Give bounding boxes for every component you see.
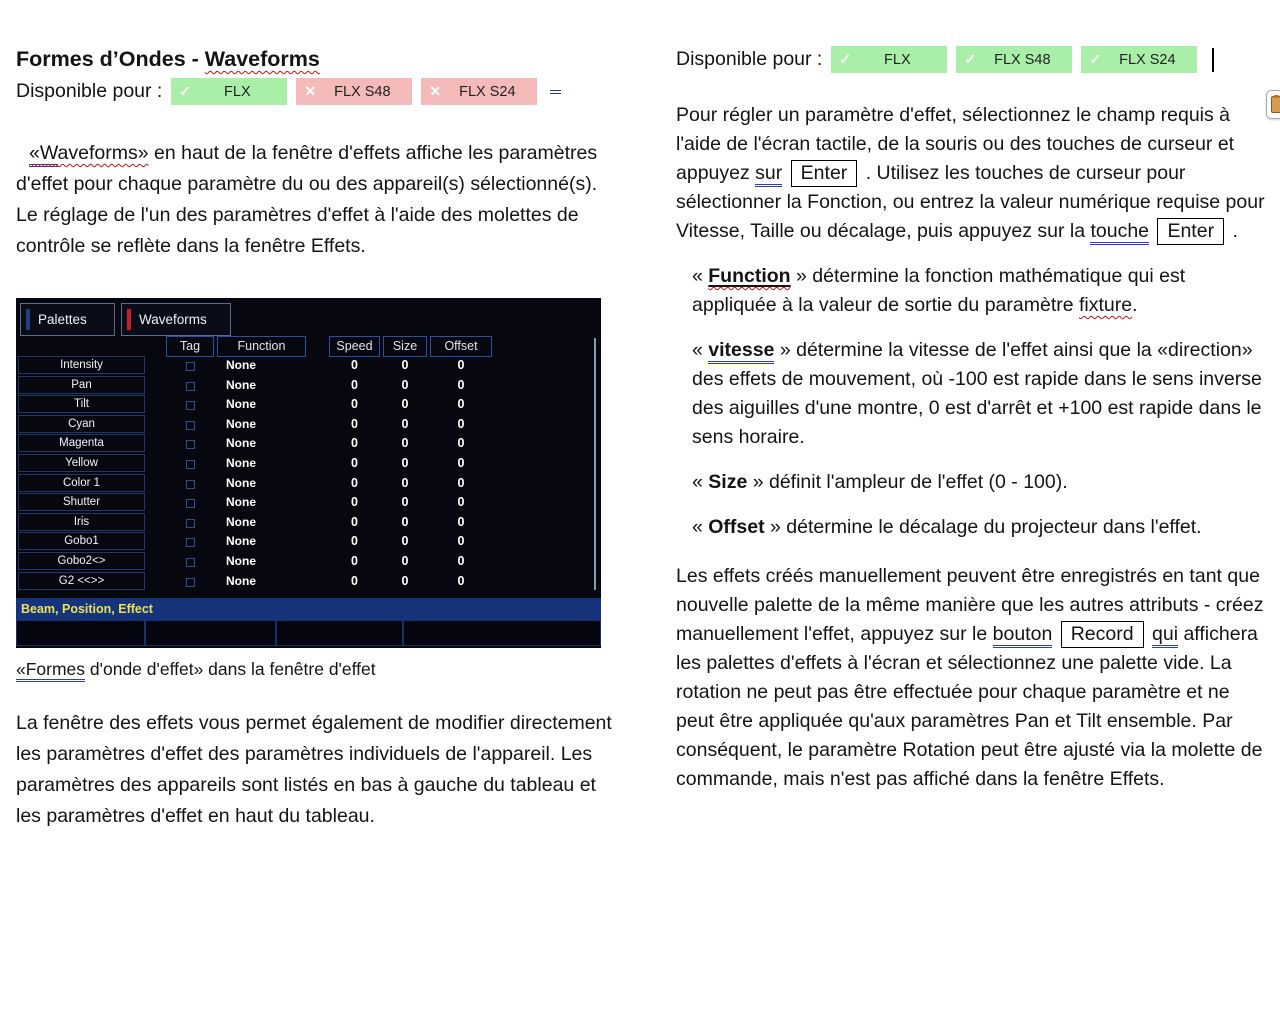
- offset-cell: 0: [457, 495, 465, 510]
- guillemet: «: [692, 471, 709, 493]
- check-icon: ✓: [1089, 51, 1102, 67]
- tag-checkbox: [186, 480, 195, 489]
- paragraph-text: affichera les palettes d'effets à l'écran et sélectionnez une palette vide. La rotation ne peut pas être effectuée pour chaque paramètre et ne peut être appliquée qu'aux paramètres Pan et Tilt ensemble. Par conséquent, le paramètre Rotation peut être ajusté via la molette de commande, mais n'est pas affiché dans la fenêtre Effets.: [676, 623, 1263, 790]
- function-cell: None: [226, 534, 256, 549]
- function-term-text[interactable]: Function: [708, 265, 791, 287]
- tag-checkbox: [186, 578, 195, 587]
- parameter-cell: Cyan: [18, 415, 145, 433]
- record-key: Record: [1061, 621, 1144, 648]
- effects-window-screenshot: [16, 298, 601, 648]
- left-paragraph-2: La fenêtre des effets vous permet également de modifier directement les paramètres d'effet des paramètres individuels de l'appareil. Les paramètres des appareils sont listés en bas à gauche du tableau et les paramètres d'effet en haut du tableau.: [16, 712, 612, 827]
- check-icon: ✓: [179, 83, 192, 99]
- tag-checkbox: [186, 382, 195, 391]
- right-paragraph-1: [676, 101, 1268, 246]
- availability-row-right: [676, 46, 1268, 73]
- function-cell: None: [226, 397, 256, 412]
- function-cell: None: [226, 554, 256, 568]
- size-cell: 0: [401, 397, 409, 412]
- table-row: [16, 493, 601, 513]
- speed-cell: 0: [351, 534, 358, 549]
- offset-cell: 0: [457, 514, 465, 529]
- fixture-term: fixture: [1079, 294, 1133, 316]
- tag-checkbox: [186, 421, 195, 430]
- screenshot-caption: [16, 658, 614, 680]
- function-cell: None: [226, 475, 256, 490]
- bottom-cell: [145, 620, 276, 646]
- guillemet: »: [747, 471, 769, 493]
- function-cell: None: [226, 436, 256, 451]
- speed-cell: 0: [351, 475, 358, 490]
- article-left-column: [16, 46, 614, 832]
- offset-cell: 0: [457, 534, 465, 549]
- anchor-mark-icon: [550, 89, 561, 94]
- qui-link[interactable]: qui: [1152, 623, 1178, 648]
- page-title-text: Formes d’Ondes -: [16, 47, 205, 71]
- speed-cell: 0: [351, 573, 358, 588]
- guillemet: «: [692, 265, 709, 287]
- column-header-tag: Tag: [166, 336, 214, 357]
- column-header-size: Size: [383, 336, 427, 357]
- speed-cell: 0: [351, 358, 358, 372]
- tab-palettes: [20, 303, 115, 336]
- size-cell: 0: [401, 416, 409, 431]
- guillemet: »: [790, 265, 813, 287]
- clipboard-clip: [1274, 95, 1279, 98]
- size-cell: 0: [401, 377, 409, 392]
- availability-row-left: [16, 78, 614, 105]
- tag-checkbox: [186, 558, 195, 567]
- function-cell: None: [226, 416, 256, 431]
- badge-label: FLX: [884, 51, 911, 68]
- right-paragraph-2: [676, 562, 1268, 794]
- parameter-cell: Magenta: [18, 434, 145, 452]
- tag-checkbox: [186, 538, 195, 547]
- speed-cell: 0: [351, 377, 358, 392]
- size-cell: 0: [401, 475, 409, 490]
- table-row: [16, 572, 601, 592]
- paragraph-text: Pour régler un paramètre d'effet, sélectionnez le champ requis à l'aide de l'écran tactile, de la souris ou des touches de curseur et appuyez: [676, 104, 1235, 184]
- guillemet: «: [692, 339, 709, 361]
- definition-text: .: [1132, 294, 1138, 316]
- parameter-cell: G2 <<>>: [18, 572, 145, 590]
- offset-cell: 0: [457, 456, 465, 470]
- badge-label: FLX S24: [459, 83, 516, 100]
- caption-text: d'onde d'effet» dans la fenêtre d'effet: [85, 659, 376, 679]
- function-cell: None: [226, 495, 256, 510]
- definition-text: détermine le décalage du projecteur dans l'effet.: [786, 516, 1202, 538]
- page-title-waveforms: Waveforms: [204, 47, 320, 71]
- table-row: [16, 434, 601, 454]
- parameter-cell: Intensity: [18, 356, 145, 374]
- parameter-cell: Color 1: [18, 474, 145, 492]
- tab-waveforms: [121, 303, 231, 336]
- function-cell: None: [226, 456, 256, 470]
- offset-cell: 0: [457, 377, 465, 392]
- paragraph-text: Les effets créés manuellement peuvent être enregistrés en tant que nouvelle palette de la même manière que les autres attributs - créez manuellement l'effet, appuyez sur le: [676, 565, 1264, 645]
- paragraph-text: .: [1227, 220, 1238, 242]
- bouton-link[interactable]: bouton: [993, 623, 1053, 648]
- sur-link[interactable]: sur: [755, 162, 782, 187]
- copy-link-button[interactable]: [1266, 90, 1280, 119]
- tab-accent-bar: [127, 309, 131, 330]
- column-header-offset: Offset: [430, 336, 492, 357]
- tag-checkbox: [186, 499, 195, 508]
- badge-flx: [831, 46, 947, 73]
- tag-checkbox: [186, 362, 195, 371]
- parameter-cell: Shutter: [18, 493, 145, 511]
- offset-definition: [692, 513, 1268, 542]
- speed-cell: 0: [351, 514, 358, 529]
- guillemet: «: [692, 516, 709, 538]
- column-header-speed: Speed: [329, 336, 380, 357]
- badge-flx-s24: [1081, 46, 1197, 73]
- size-cell: 0: [401, 495, 409, 510]
- article-right-column: [676, 46, 1268, 794]
- tab-label: Palettes: [38, 312, 87, 327]
- tab-accent-bar: [26, 309, 30, 330]
- vitesse-link[interactable]: vitesse: [708, 339, 774, 364]
- speed-cell: 0: [351, 456, 358, 470]
- table-row: [16, 552, 601, 572]
- waveforms-link[interactable]: «W: [29, 142, 58, 167]
- badge-flx-s24: [421, 78, 537, 105]
- check-icon: ✓: [839, 51, 852, 67]
- intro-paragraph: [16, 138, 614, 262]
- formes-link[interactable]: «Formes: [16, 659, 85, 682]
- badge-label: FLX S24: [1119, 51, 1176, 68]
- table-row: [16, 356, 601, 376]
- offset-cell: 0: [457, 475, 465, 490]
- function-cell: None: [226, 358, 256, 372]
- badge-label: FLX S48: [994, 51, 1051, 68]
- speed-cell: 0: [351, 436, 358, 451]
- offset-cell: 0: [457, 358, 465, 372]
- parameter-cell: Yellow: [18, 454, 145, 472]
- table-row: [16, 474, 601, 494]
- offset-cell: 0: [457, 573, 465, 588]
- offset-cell: 0: [457, 397, 465, 412]
- offset-cell: 0: [457, 436, 465, 451]
- definition-text: détermine la vitesse de l'effet ainsi que la «direction» des effets de mouvement, où -100 est rapide dans le sens inverse des aiguilles d'une montre, 0 est d'arrêt et +100 est rapide dans le sens horaire.: [692, 339, 1262, 448]
- parameter-cell: Gobo1: [18, 532, 145, 550]
- speed-cell: 0: [351, 495, 358, 510]
- size-cell: 0: [401, 358, 409, 372]
- enter-key: Enter: [1157, 218, 1224, 245]
- table-row: [16, 532, 601, 552]
- bottom-cell: [16, 620, 145, 646]
- badge-flx: [171, 78, 287, 105]
- text-cursor: [1212, 48, 1214, 72]
- speed-definition: [692, 336, 1268, 452]
- definition-text: définit l'ampleur de l'effet (0 - 100).: [768, 471, 1068, 493]
- function-definition: [692, 262, 1268, 320]
- parameter-cell: Gobo2<>: [18, 552, 145, 570]
- tag-checkbox: [186, 460, 195, 469]
- guillemet: »: [764, 516, 787, 538]
- size-cell: 0: [401, 534, 409, 549]
- waveforms-term: [29, 142, 149, 167]
- touche-link[interactable]: touche: [1090, 220, 1149, 245]
- clipboard-icon: [1271, 96, 1280, 113]
- table-row: [16, 415, 601, 435]
- offset-cell: 0: [457, 416, 465, 431]
- function-cell: None: [226, 573, 256, 588]
- parameter-cell: Pan: [18, 376, 145, 394]
- offset-cell: 0: [457, 554, 465, 568]
- offset-term: Offset: [708, 516, 765, 538]
- table-row: [16, 395, 601, 415]
- size-cell: 0: [401, 456, 409, 470]
- table-row: [16, 454, 601, 474]
- availability-label: Disponible pour :: [676, 48, 823, 70]
- table-row: [16, 513, 601, 533]
- cross-icon: ✕: [304, 83, 317, 99]
- parameter-cell: Tilt: [18, 395, 145, 413]
- speed-cell: 0: [351, 397, 358, 412]
- size-cell: 0: [401, 514, 409, 529]
- function-cell: None: [226, 514, 256, 529]
- page-title: [16, 46, 614, 72]
- availability-label: Disponible pour :: [16, 80, 163, 102]
- table-row: [16, 376, 601, 396]
- check-icon: ✓: [964, 51, 977, 67]
- speed-cell: 0: [351, 554, 358, 568]
- waveforms-term-rest: aveforms»: [57, 142, 149, 164]
- badge-label: FLX S48: [334, 83, 391, 100]
- size-cell: 0: [401, 436, 409, 451]
- tag-checkbox: [186, 519, 195, 528]
- column-header-function: Function: [217, 336, 306, 357]
- cross-icon: ✕: [429, 83, 442, 99]
- badge-flx-s48: [956, 46, 1072, 73]
- paragraph-text: . Utilisez les touches de curseur pour sélectionner la Fonction, ou entrez la valeur numérique requise pour Vitesse, Taille ou décalage, puis appuyez sur la: [676, 162, 1265, 242]
- size-cell: 0: [401, 573, 409, 588]
- enter-key: Enter: [791, 160, 858, 187]
- badge-label: FLX: [224, 83, 251, 100]
- guillemet: »: [774, 339, 797, 361]
- tab-label: Waveforms: [139, 312, 207, 327]
- bottom-cell: [403, 620, 601, 646]
- function-cell: None: [226, 377, 256, 392]
- definition-text: détermine la fonction mathématique qui est appliquée à la valeur de sortie du paramètre: [692, 265, 1186, 316]
- scrollbar: [594, 338, 597, 590]
- tag-checkbox: [186, 440, 195, 449]
- size-definition: [692, 468, 1268, 497]
- speed-cell: 0: [351, 416, 358, 431]
- attribute-filter-bar: Beam, Position, Effect: [16, 598, 601, 620]
- parameter-cell: Iris: [18, 513, 145, 531]
- intro-text: en haut de la fenêtre d'effets affiche les paramètres d'effet pour chaque paramètre du ou des appareil(s) sélectionné(s). Le réglage de l'un des paramètres d'effet à l'aide des molettes de contrôle se reflète dans la fenêtre Effets.: [16, 142, 598, 257]
- badge-flx-s48: [296, 78, 412, 105]
- size-term: Size: [708, 471, 748, 493]
- bottom-cell: [276, 620, 403, 646]
- size-cell: 0: [401, 554, 409, 568]
- tag-checkbox: [186, 401, 195, 410]
- function-term: [708, 265, 790, 287]
